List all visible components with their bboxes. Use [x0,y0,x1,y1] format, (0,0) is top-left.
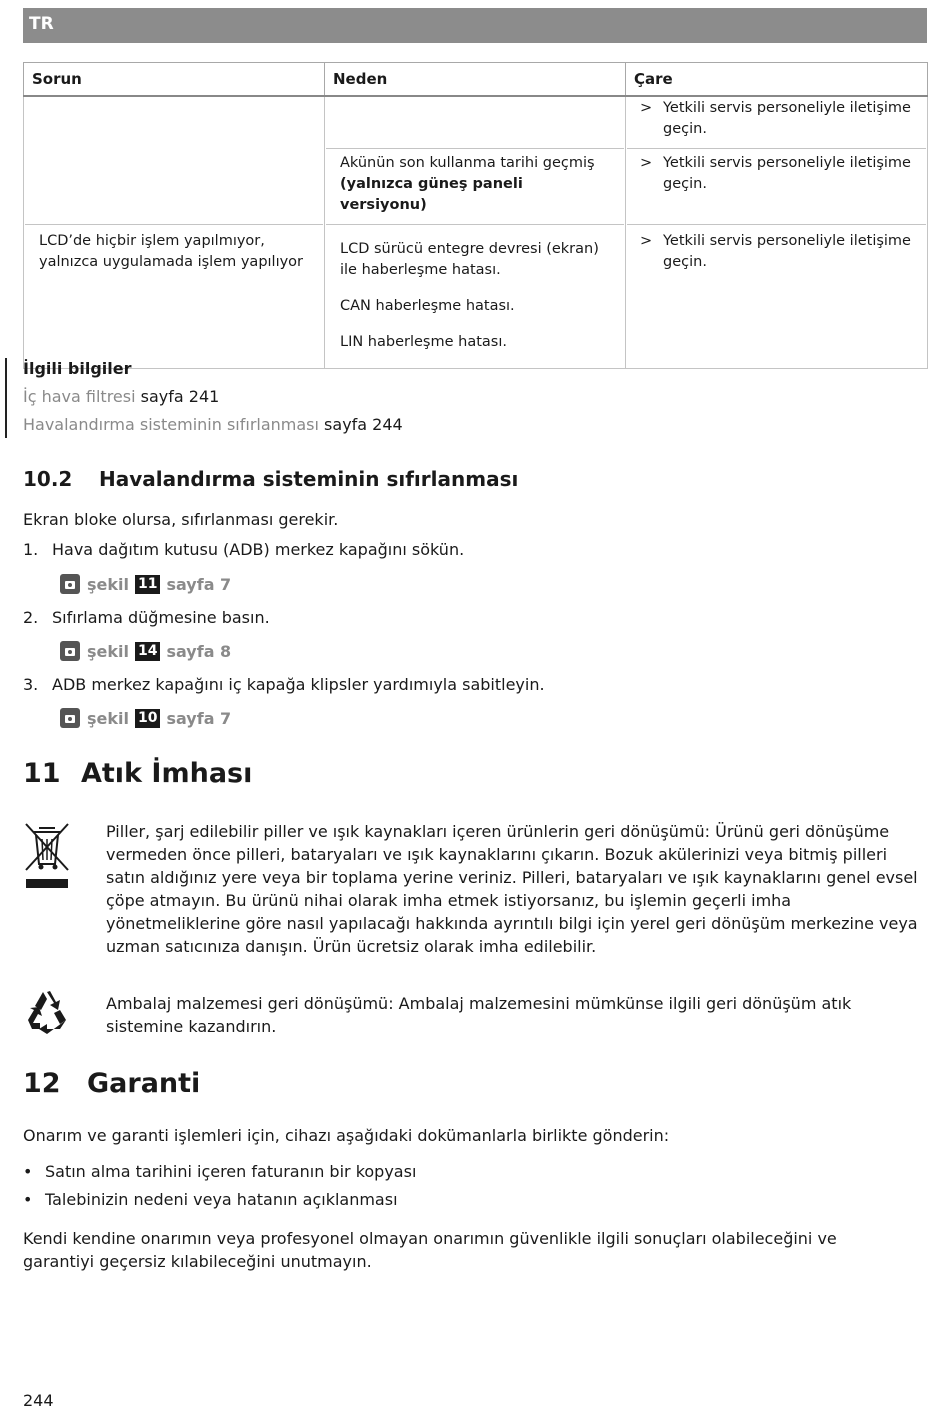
step-number: 1. [23,540,39,559]
recycling-icon [23,988,71,1036]
step-item [23,608,270,627]
language-code: TR [29,14,54,34]
warranty-note: Kendi kendine onarımın veya profesyonel olmayan onarımın güvenlikle ilgili sonuçları olabileceğini ve garantiyi geçersiz kılabileceğini unutmayın. [23,1229,837,1271]
remedy-cell [626,96,928,147]
cause-cell [325,223,626,369]
camera-icon [60,574,80,594]
figure-page: sayfa 7 [166,708,232,728]
problem-cell [24,147,325,223]
figure-reference[interactable] [60,708,231,728]
figure-number: 10 [135,709,160,728]
section-title: Havalandırma sisteminin sıfırlanması [99,467,519,491]
bullet-dot: • [23,1190,33,1209]
section-number: 11 [23,758,61,789]
cause-cell [325,96,626,147]
figure-number: 11 [135,575,160,594]
step-number: 3. [23,675,39,694]
list-item [23,1190,398,1209]
step-text: Sıfırlama düğmesine basın. [52,608,270,627]
related-link[interactable] [23,387,219,406]
bullet-dot: • [23,1162,33,1181]
camera-icon [60,641,80,661]
figure-number: 14 [135,642,160,661]
remedy-text: Yetkili servis personeliyle iletişime geçin. [663,100,911,137]
table-row [24,147,928,223]
problem-cell [24,96,325,147]
figure-reference[interactable] [60,641,231,661]
problem-text: LCD’de hiçbir işlem yapılmıyor, yalnızca uygulamada işlem yapılıyor [39,233,304,270]
remedy-cell [626,223,928,369]
column-header-cause: Neden [325,63,626,97]
related-link-text[interactable]: İç hava filtresi [23,387,136,406]
table-row [24,96,928,147]
related-link[interactable] [23,415,403,434]
step-text: ADB merkez kapağını iç kapağa klipsler yardımıyla sabitleyin. [52,675,545,694]
page-number: 244 [23,1391,54,1410]
figure-word: şekil [87,574,129,594]
remedy-cell [626,147,928,223]
remedy-marker: > [640,155,653,171]
cause-text: LCD sürücü entegre devresi (ekran) ile haberleşme hatası. [340,241,599,278]
step-text: Hava dağıtım kutusu (ADB) merkez kapağını sökün. [52,540,465,559]
section-number: 10.2 [23,467,73,491]
step-item [23,675,545,694]
figure-word: şekil [87,708,129,728]
related-link-page: sayfa 241 [140,387,220,406]
table-header-row [24,63,928,97]
camera-icon [60,708,80,728]
remedy-marker: > [640,100,653,116]
figure-page: sayfa 7 [166,574,232,594]
section-intro: Ekran bloke olursa, sıfırlanması gerekir. [23,510,339,529]
cause-cell [325,147,626,223]
step-number: 2. [23,608,39,627]
packaging-recycle-text: Ambalaj malzemesi geri dönüşümü: Ambalaj malzemesini mümkünse ilgili geri dönüşüm atık sistemine kazandırın. [106,994,852,1036]
section-title: Atık İmhası [81,758,253,789]
related-link-text[interactable]: Havalandırma sisteminin sıfırlanması [23,415,319,434]
remedy-marker: > [640,233,653,249]
related-info-title: İlgili bilgiler [23,359,132,378]
weee-disposal-text: Piller, şarj edilebilir piller ve ışık kaynakları içeren ürünlerin geri dönüşümü: Ürünü geri dönüşüme vermeden önce pilleri, bataryaları ve ışık kaynaklarını çıkarın. Bozuk akülerinizi veya bitmiş pilleri satın aldığınız yere veya bir toplama yerine veriniz. Pilleri, bataryaları ve ışık kaynaklarını genel evsel çöpe atmayın. Bu ürünü nihai olarak imha etmek istiyorsanız, bu işlemin geçerli imha yönetmeliklerine göre nasıl yapılacağı hakkında ayrıntılı bilgi için yerel geri dönüşüm merkezine veya uzman satıcınıza danışın. Ürün ücretsiz olarak imha edilebilir. [106,822,918,956]
cause-text: LIN haberleşme hatası. [340,334,507,350]
related-link-page: sayfa 244 [324,415,403,434]
language-header-bar [23,8,927,43]
crossed-out-bin-icon [23,822,71,892]
section-heading-10-2 [23,467,518,491]
section-heading-12 [23,1068,200,1099]
list-item-text: Talebinizin nedeni veya hatanın açıklanması [45,1190,398,1209]
column-header-problem: Sorun [24,63,325,97]
section-number: 12 [23,1068,61,1099]
step-item [23,540,464,559]
figure-page: sayfa 8 [166,641,232,661]
column-header-remedy: Çare [626,63,928,97]
section-title: Garanti [87,1068,201,1099]
list-item-text: Satın alma tarihini içeren faturanın bir kopyası [45,1162,417,1181]
warranty-intro: Onarım ve garanti işlemleri için, cihazı aşağıdaki dokümanlarla birlikte gönderin: [23,1126,670,1145]
remedy-text: Yetkili servis personeliyle iletişime geçin. [663,233,911,270]
cause-text: Akünün son kullanma tarihi geçmiş [340,155,595,171]
troubleshooting-table [23,62,928,369]
figure-word: şekil [87,641,129,661]
remedy-text: Yetkili servis personeliyle iletişime geçin. [663,155,911,192]
problem-cell [24,223,325,369]
table-row [24,223,928,369]
list-item [23,1162,416,1181]
related-info-marker [5,358,7,438]
section-heading-11 [23,758,252,789]
cause-text: CAN haberleşme hatası. [340,298,515,314]
cause-text-bold: (yalnızca güneş paneli versiyonu) [340,176,523,213]
figure-reference[interactable] [60,574,231,594]
